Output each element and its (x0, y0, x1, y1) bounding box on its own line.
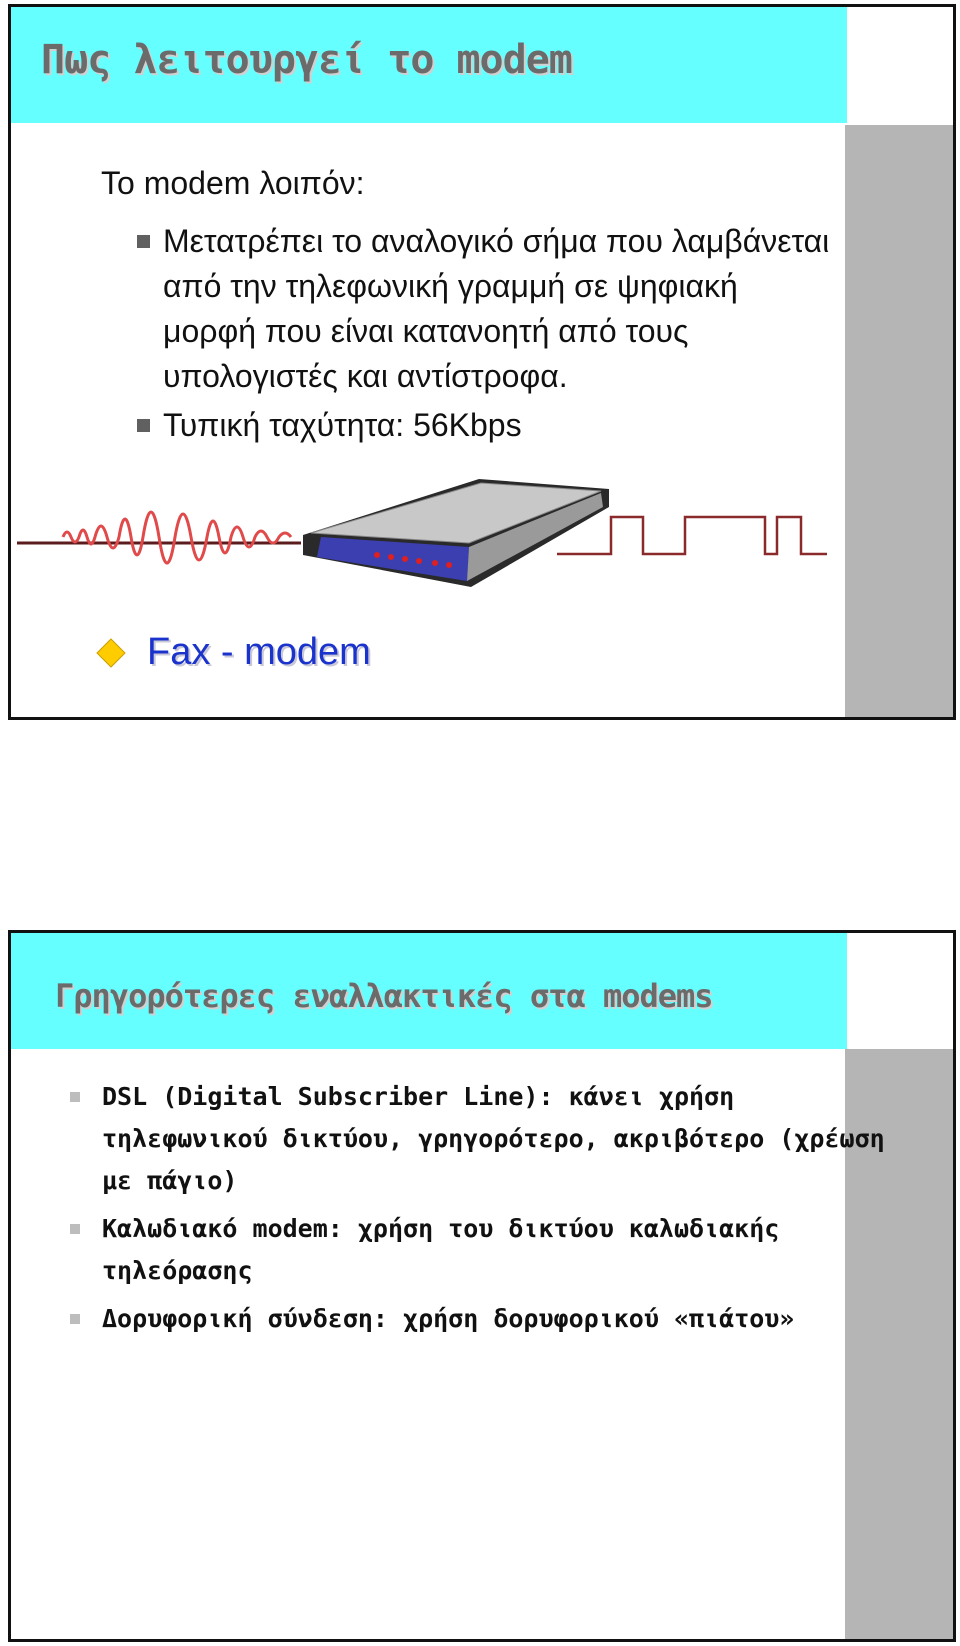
fax-modem-item (95, 631, 371, 674)
bullet-list (133, 219, 833, 452)
modem-illustration (11, 477, 841, 617)
side-strip (845, 125, 953, 717)
list-item: Τυπική ταχύτητα: 56Kbps (133, 403, 833, 448)
slide-title: Γρηγορότερες εναλλακτικές στα modems (55, 977, 713, 1015)
bullet-list (58, 1076, 888, 1346)
bullet-square-icon (137, 235, 150, 248)
list-item: DSL (Digital Subscriber Line): κάνει χρήση τηλεφωνικού δικτύου, γρηγορότερο, ακριβότερο (χρέωση με πάγιο) (58, 1076, 888, 1202)
list-item: Δορυφορική σύνδεση: χρήση δορυφορικού «πιάτου» (58, 1298, 888, 1340)
list-item: Μετατρέπει το αναλογικό σήμα που λαμβάνεται από την τηλεφωνική γραμμή σε ψηφιακή μορφή που είναι κατανοητή από τους υπολογιστές και αντίστροφα. (133, 219, 833, 399)
bullet-square-icon (137, 419, 150, 432)
bullet-square-icon (70, 1314, 80, 1324)
diamond-bullet-icon (95, 637, 127, 669)
analog-wave-icon (63, 512, 291, 563)
bullet-square-icon (70, 1092, 80, 1102)
slide-title: Πως λειτουργεί το modem (41, 37, 572, 83)
modem-device-icon (303, 479, 609, 587)
intro-text: Το modem λοιπόν: (101, 165, 365, 201)
fax-modem-label: Fax - modem (147, 631, 371, 673)
digital-signal-icon (557, 517, 827, 554)
list-item: Καλωδιακό modem: χρήση του δικτύου καλωδιακής τηλεόρασης (58, 1208, 888, 1292)
slide-1 (8, 4, 956, 720)
bullet-square-icon (70, 1224, 80, 1234)
